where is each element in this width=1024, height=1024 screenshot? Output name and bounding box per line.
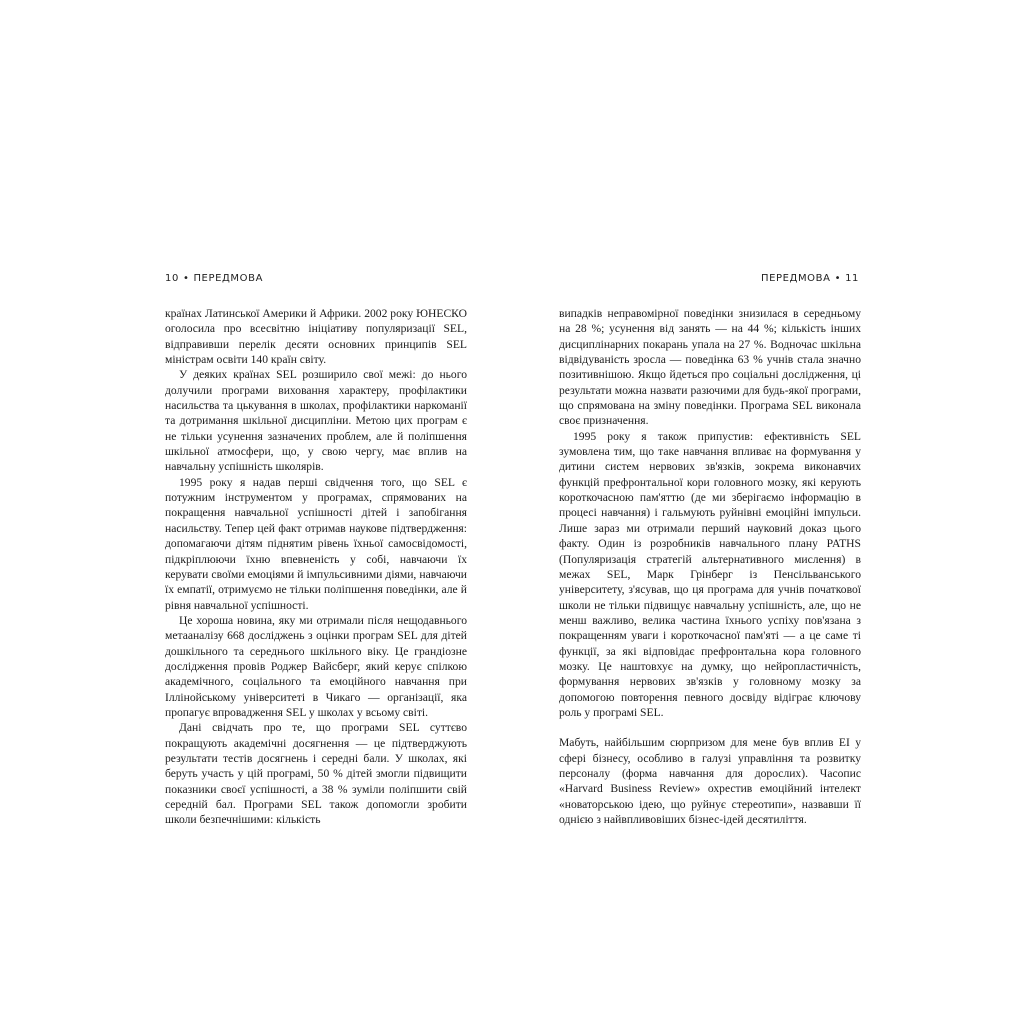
paragraph: Мабуть, найбільшим сюрпризом для мене був вплив EI у сфері бізнесу, особливо в галузі управління та розвитку персоналу (форма навчання для дорослих). Часопис «Harvard Business Review» охрестив емоційний інтелект «новаторською ідею, що руйнує стереотипи», назвавши її однією з найвпливовіших бізнес-ідей десятиліття. xyxy=(559,736,861,826)
right-page-number: 11 xyxy=(845,273,859,284)
right-section-title: ПЕРЕДМОВА xyxy=(760,273,831,284)
bullet-separator: • xyxy=(182,273,190,284)
paragraph: 1995 року я також припустив: ефективність SEL зумовлена тим, що таке навчання впливає на формування у дитини систем нервових зв'язків, зокрема виконавчих функцій префронтальної кори головного мозку, які керують короткочасною пам'яттю (де ми зберігаємо інформацію в процесі навчання) і гальмують руйнівні емоційні імпульси. Лише зараз ми отримали перший науковий доказ цього факту. Один із розробників навчального плану PATHS (Популяризація стратегій альтернативного мислення) в межах SEL, Марк Грінберг із Пенсільванського університету, з'ясував, що ця програма для учнів початкової школи не тільки підвищує навчальну успішність, але, що не менш важливо, велика частина їхнього успіху пов'язана з покращенням уваги і короткочасної пам'яті — а це саме ті функції, за які відповідає префронтальна кора головного мозку. Це наштовхує на думку, що нейропластичність, формування нервових зв'язків у головному мозку за допомогою повторення певного досвіду відіграє ключову роль у програмі SEL. xyxy=(559,429,861,719)
left-page-number: 10 xyxy=(165,273,179,284)
left-running-head xyxy=(165,273,263,284)
paragraph: Дані свідчать про те, що програми SEL суттєво покращують академічні досягнення — це підтверджують результати тестів досягнень і середні бали. У школах, які беруть участь у цій програмі, 50 % дітей змогли підвищити показники своєї успішності, а 38 % зуміли поліпшити свій середній бал. Програми SEL також допомогли зробити школи безпечнішими: кількість xyxy=(165,721,467,827)
right-running-head xyxy=(761,273,859,284)
paragraph: випадків неправомірної поведінки знизилася в середньому на 28 %; усунення від занять — на 44 %; кількість інших дисциплінарних покарань упала на 27 %. Водночас шкільна відвідуваність зросла — поведінка 63 % учнів стала значно позитивнішою. Якщо йдеться про соціальні дослідження, ці результати можна назвати разючими для будь-якої програми, що спрямована на зміну поведінки. Програма SEL виконала своє призначення. xyxy=(559,307,861,428)
paragraph: У деяких країнах SEL розширило свої межі: до нього долучили програми виховання характеру, профілактики насильства та цькування в школах, профілактики наркоманії та дотримання шкільної дисципліни. Метою цих програм є не тільки усунення зазначених проблем, але й поліпшення шкільної атмосфери, що, у свою чергу, має вплив на навчальну успішність школярів. xyxy=(165,368,467,474)
paragraph: 1995 року я надав перші свідчення того, що SEL є потужним інструментом у програмах, спрямованих на покращення навчальної успішності дітей і запобігання насильству. Тепер цей факт отримав наукове підтвердження: допомагаючи дітям піднятим рівень їхньої самосвідомості, підкріплюючи їхню впевненість у собі, навчаючи їх керувати своїми емоціями й імпульсивними діями, навчаючи їх емпатії, отримуємо не тільки поліпшення поведінки, але й рівня навчальної успішності. xyxy=(165,475,467,612)
paragraph: країнах Латинської Америки й Африки. 2002 року ЮНЕСКО оголосила про всесвітню ініціативу популяризації SEL, відправивши перелік десяти основних принципів SEL міністрам освіти 140 країн світу. xyxy=(165,307,467,367)
left-section-title: ПЕРЕДМОВА xyxy=(193,273,264,284)
right-page-body xyxy=(559,306,861,827)
paragraph: Це хороша новина, яку ми отримали після нещодавнього метааналізу 668 досліджень з оцінки програм SEL для дітей дошкільного та середнього шкільного віку. Це грандіозне дослідження провів Роджер Вайсберг, який керує спілкою академічного, соціального та емоційного навчання при Іллінойському університеті в Чикаго — організації, яка пропагує впровадження SEL у школах у всьому світі. xyxy=(165,613,467,719)
left-page-body xyxy=(165,306,467,828)
bullet-separator: • xyxy=(834,273,842,284)
